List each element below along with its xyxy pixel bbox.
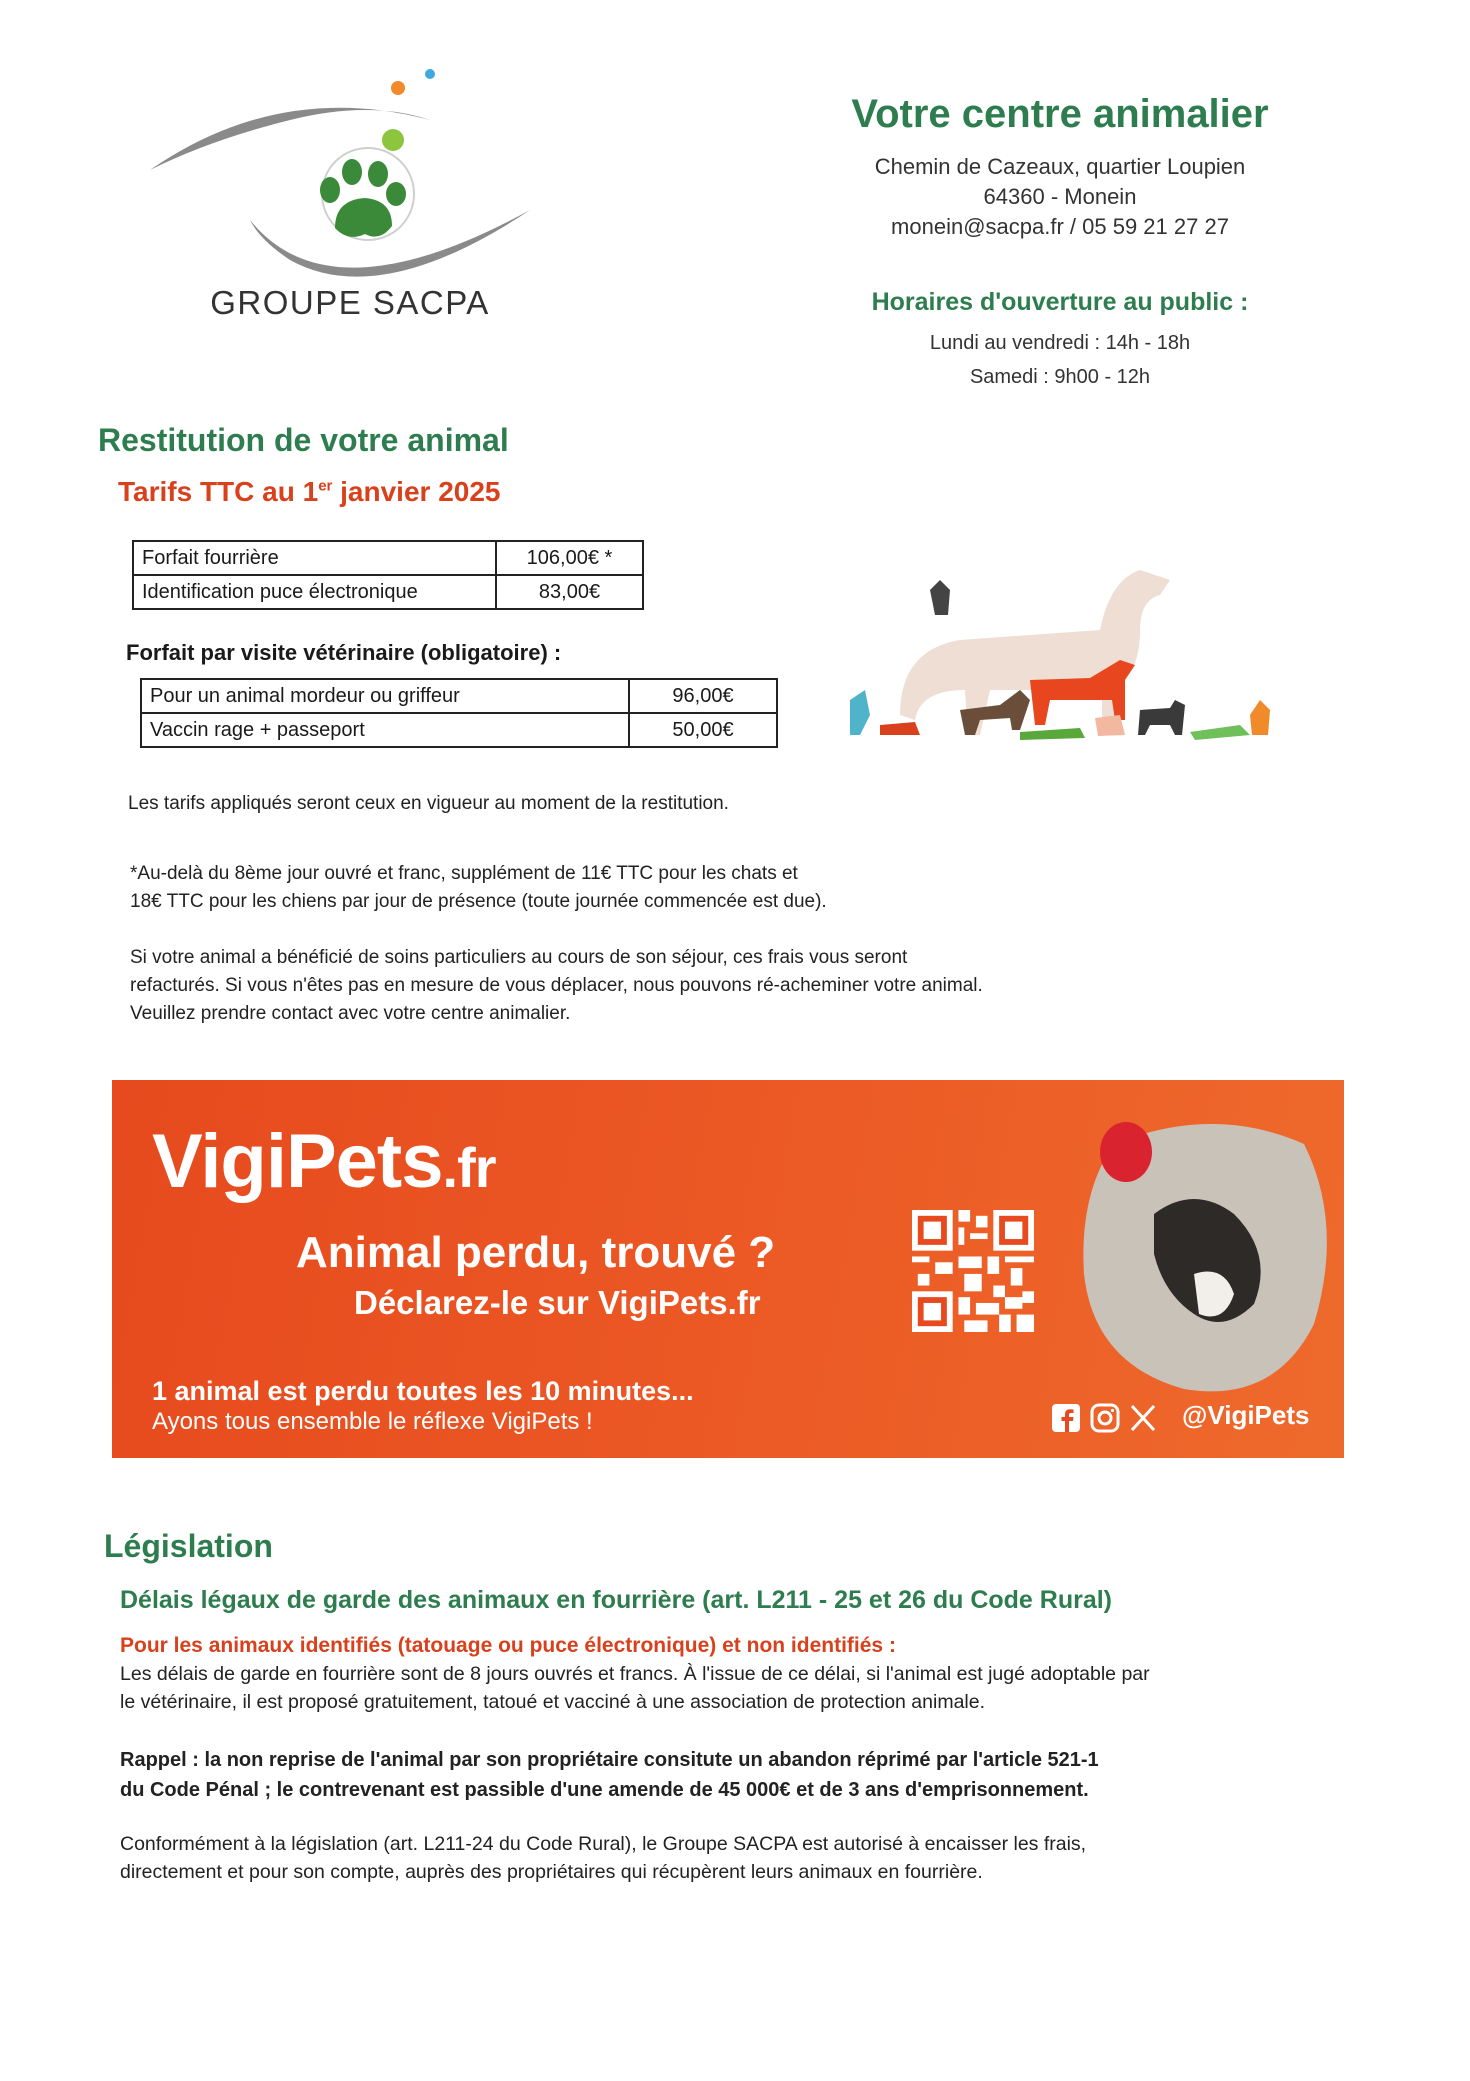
legislation-title: Législation [104,1528,273,1564]
delay-line2: le vétérinaire, il est proposé gratuitement, tatoué et vacciné à une association de protection animale. [120,1691,986,1713]
table-row: Pour un animal mordeur ou griffeur 96,00€ [141,679,777,713]
visit-title: Forfait par visite vétérinaire (obligatoire) : [126,640,562,665]
center-title: Votre centre animalier [851,92,1269,136]
ball-icon [1100,1122,1152,1182]
note-applied: Les tarifs appliqués seront ceux en vigueur au moment de la restitution. [128,793,729,814]
social-icons [1050,1402,1170,1434]
dog-photo [1074,1104,1334,1404]
animals-illustration [840,540,1300,750]
table-row: Vaccin rage + passeport 50,00€ [141,713,777,747]
note-care-line3: Veuillez prendre contact avec votre centre animalier. [130,1003,571,1024]
visit-table [140,678,778,748]
hours-title: Horaires d'ouverture au public : [871,288,1249,316]
logo-text: GROUPE SACPA [210,284,490,321]
x-icon[interactable] [1132,1406,1154,1430]
note-star-line2: 18€ TTC pour les chiens par jour de présence (toute journée commencée est due). [130,891,827,912]
dot-orange [391,81,405,95]
hours-saturday: Samedi : 9h00 - 12h [969,366,1151,388]
note-care-line1: Si votre animal a bénéficié de soins particuliers au cours de son séjour, ces frais vous seront [130,947,908,968]
banner-headline: Animal perdu, trouvé ? [296,1228,776,1277]
restitution-title: Restitution de votre animal [98,422,509,458]
center-contact[interactable]: monein@sacpa.fr / 05 59 21 27 27 [891,214,1229,239]
banner-handle[interactable]: @VigiPets [1182,1400,1310,1430]
table-row: Identification puce électronique 83,00€ [133,575,643,609]
vigipets-banner[interactable] [112,1080,1344,1458]
legislation-subtitle: Délais légaux de garde des animaux en fourrière (art. L211 - 25 et 26 du Code Rural) [120,1586,1113,1614]
note-star-line1: *Au-delà du 8ème jour ouvré et franc, supplément de 11€ TTC pour les chats et [130,863,798,884]
vigipets-logo: VigiPets.fr [152,1119,496,1204]
table-row: Forfait fourrière 106,00€ * [133,541,643,575]
delay-line1: Les délais de garde en fourrière sont de 8 jours ouvrés et francs. À l'issue de ce délai, si l'animal est jugé adoptable par [120,1663,1150,1685]
hours-weekday: Lundi au vendredi : 14h - 18h [929,332,1191,354]
center-address-line1: Chemin de Cazeaux, quartier Loupien [874,154,1246,179]
facebook-icon[interactable] [1052,1404,1080,1432]
instagram-icon[interactable] [1092,1405,1118,1431]
legislation-red-heading: Pour les animaux identifiés (tatouage ou puce électronique) et non identifiés : [120,1634,896,1657]
qr-code-icon[interactable] [912,1210,1034,1332]
banner-subline[interactable]: Déclarez-le sur VigiPets.fr [354,1284,761,1321]
tarifs-title: Tarifs TTC au 1er janvier 2025 [118,476,501,507]
rappel-line2: du Code Pénal ; le contrevenant est passible d'une amende de 45 000€ et de 3 ans d'emprisonnement. [120,1779,1089,1801]
rappel-line1: Rappel : la non reprise de l'animal par son propriétaire consitute un abandon réprimé par l'article 521-1 [120,1749,1099,1771]
conform-line1: Conformément à la législation (art. L211-24 du Code Rural), le Groupe SACPA est autorisé à encaisser les frais, [120,1833,1087,1855]
tarifs-table [132,540,644,610]
dot-green [382,129,404,151]
dot-blue [425,69,435,79]
conform-line2: directement et pour son compte, auprès des propriétaires qui récupèrent leurs animaux en fourrière. [120,1861,983,1883]
center-address-line2: 64360 - Monein [983,184,1137,209]
banner-reflex: Ayons tous ensemble le réflexe VigiPets ! [152,1408,593,1435]
note-care-line2: refacturés. Si vous n'êtes pas en mesure de vous déplacer, nous pouvons ré-acheminer votre animal. [130,975,983,996]
banner-stat: 1 animal est perdu toutes les 10 minutes... [152,1376,694,1406]
